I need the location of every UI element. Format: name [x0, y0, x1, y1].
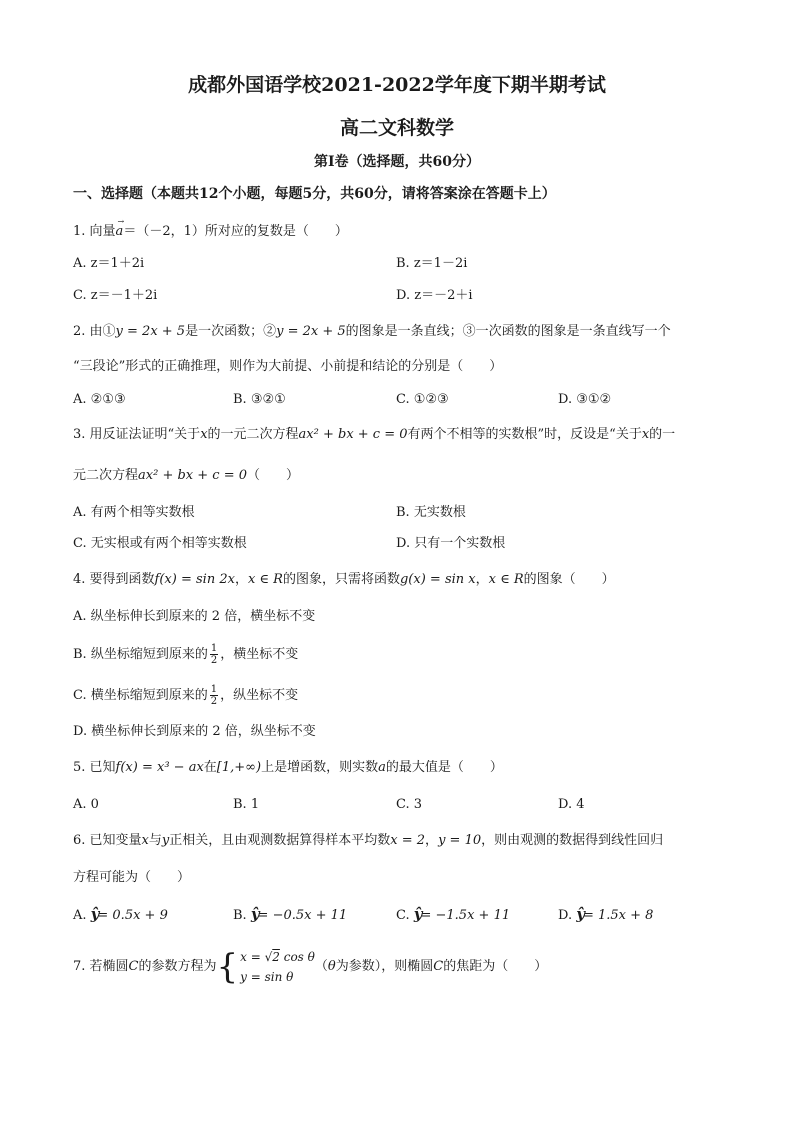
fraction-one-half: $\frac{1}{2}$ — [210, 643, 218, 666]
q1-option-c: C. z＝－1＋2i — [73, 288, 158, 303]
q3-option-a: A. 有两个相等实数根 — [73, 505, 195, 520]
exam-subtitle: 高二文科数学 — [339, 117, 454, 139]
question-5-stem: 5. 已知f(x) = x³ − ax在[1,+∞)上是增函数，则实数a的最大值是（ ） — [73, 760, 503, 775]
fraction-one-half: $\frac{1}{2}$ — [210, 684, 218, 707]
q5-option-b: B. 1 — [233, 797, 260, 812]
q2-option-c: C. ①②③ — [396, 392, 449, 407]
question-6-stem-line1: 6. 已知变量x与y正相关，且由观测数据算得样本平均数x = 2，y = 10，则由观测的数据得到线性回归 — [73, 833, 664, 848]
q5-option-d: D. 4 — [558, 797, 585, 812]
q5-option-c: C. 3 — [396, 797, 423, 812]
question-7-stem: 7. 若椭圆C的参数方程为{ x = √2 cos θ y = sin θ （θ为参数），则椭圆C的焦距为（ ） — [73, 946, 548, 987]
exam-title: 成都外国语学校2021-2022学年度下期半期考试 — [188, 74, 606, 96]
q6-option-b: B. ŷ= −0.5x + 11 — [233, 905, 348, 923]
section-heading: 一、选择题（本题共12个小题，每题5分，共60分，请将答案涂在答题卡上） — [73, 186, 556, 202]
q4-option-d: D. 横坐标伸长到原来的 2 倍，纵坐标不变 — [73, 724, 316, 739]
question-3-stem-line1: 3. 用反证法证明“关于x的一元二次方程ax² + bx + c = 0有两个不相等的实数根”时，反设是“关于x的一 — [73, 427, 676, 442]
q1-option-d: D. z＝－2＋i — [396, 288, 473, 303]
q6-option-d: D. ŷ= 1.5x + 8 — [558, 905, 654, 923]
q3-option-c: C. 无实根或有两个相等实数根 — [73, 536, 247, 551]
q3-option-d: D. 只有一个实数根 — [396, 536, 506, 551]
q6-option-a: A. ŷ= 0.5x + 9 — [73, 905, 168, 923]
question-1-stem: 1. 向量 → a＝（－2，1）所对应的复数是（ ） — [73, 222, 348, 242]
q3-option-b: B. 无实数根 — [396, 505, 466, 520]
question-4-stem: 4. 要得到函数f(x) = sin 2x，x ∈ R的图象，只需将函数g(x) = sin x，x ∈ R的图象（ ） — [73, 572, 615, 587]
q4-option-a: A. 纵坐标伸长到原来的 2 倍，横坐标不变 — [73, 609, 316, 624]
question-6-stem-line2: 方程可能为（ ） — [73, 870, 191, 885]
parametric-system: x = √2 cos θ y = sin θ — [240, 949, 315, 984]
q1-option-b: B. z＝1－2i — [396, 256, 468, 271]
q1-option-a: A. z＝1＋2i — [73, 256, 145, 271]
left-brace: { — [216, 946, 239, 987]
q6-option-c: C. ŷ= −1.5x + 11 — [396, 905, 511, 923]
vector-a: → a — [115, 217, 125, 239]
part-heading: 第I卷（选择题，共60分） — [313, 154, 481, 170]
q5-option-a: A. 0 — [73, 797, 99, 812]
question-3-stem-line2: 元二次方程ax² + bx + c = 0（ ） — [73, 468, 300, 483]
question-2-stem-line2: “三段论”形式的正确推理，则作为大前提、小前提和结论的分别是（ ） — [73, 359, 503, 374]
q4-option-c: C. 横坐标缩短到原来的 $\frac{1}{2}$ ，纵坐标不变 — [73, 684, 299, 707]
q2-option-b: B. ③②① — [233, 392, 286, 407]
q2-option-d: D. ③①② — [558, 392, 612, 407]
q4-option-b: B. 纵坐标缩短到原来的 $\frac{1}{2}$ ，横坐标不变 — [73, 643, 299, 666]
question-2-stem-line1: 2. 由①y = 2x + 5是一次函数；②y = 2x + 5的图象是一条直线；③一次函数的图象是一条直线写一个 — [73, 324, 671, 339]
q2-option-a: A. ②①③ — [73, 392, 126, 407]
